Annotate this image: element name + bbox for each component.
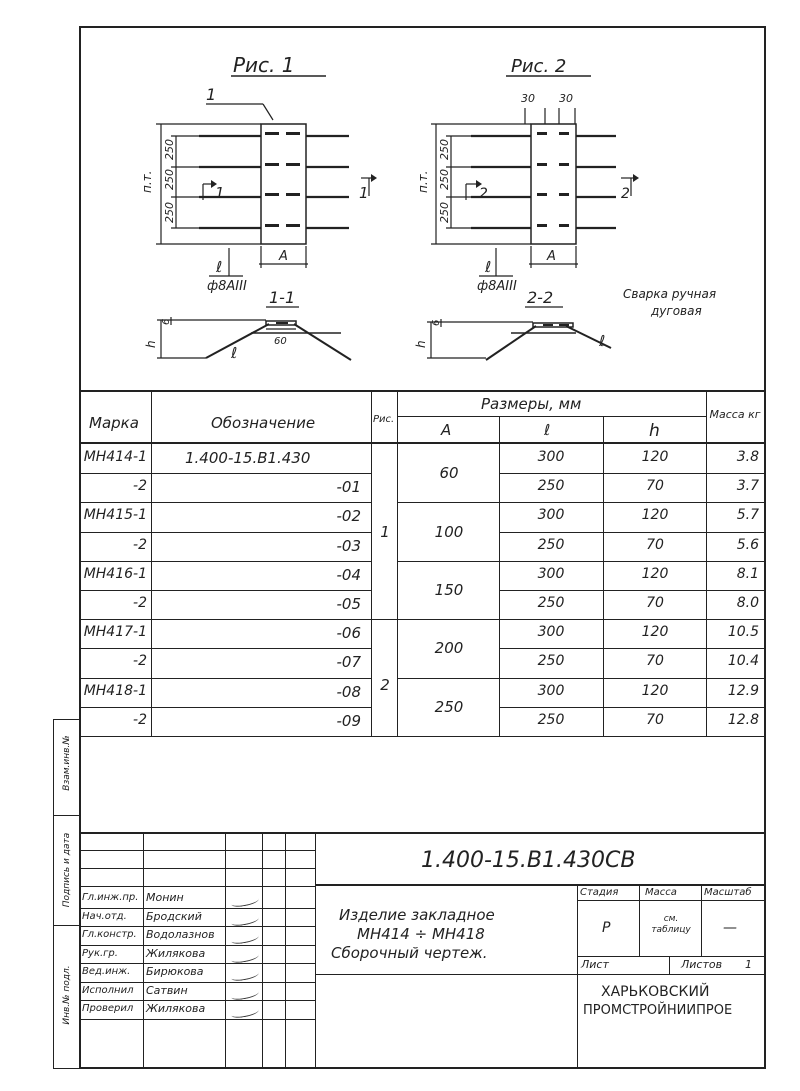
signature-name: Монин — [146, 891, 184, 904]
table-row-rule — [81, 619, 151, 620]
table-row-rule — [81, 473, 151, 474]
table-row-rule — [499, 502, 764, 503]
fig1-title: Рис. 1 — [233, 53, 295, 77]
handwritten-signature — [231, 969, 260, 982]
table-row-rule — [499, 707, 764, 708]
drawing-sheet — [79, 26, 766, 1069]
fig2-dim-left: п.т. — [416, 170, 430, 193]
table-row-rule — [81, 736, 151, 737]
row-h: 120 — [641, 624, 669, 641]
row-a-value: 250 — [434, 697, 464, 716]
row-l: 300 — [537, 624, 565, 641]
section1-title: 1-1 — [269, 288, 296, 307]
fig1-dim-spacing-1: 250 — [163, 139, 176, 160]
table-row-rule — [152, 561, 371, 562]
product-line-1: Изделие закладное — [339, 906, 495, 924]
row-h: 120 — [641, 565, 669, 582]
row-mass: 8.1 — [736, 565, 759, 582]
handwritten-signature — [231, 932, 260, 945]
fig2-bar-label: ℓ — [485, 258, 492, 276]
table-row-rule — [81, 648, 151, 649]
a-group-rule — [397, 619, 499, 620]
scale-header: Масштаб — [704, 887, 752, 898]
table-row-rule — [152, 707, 371, 708]
row-h: 70 — [646, 478, 664, 495]
row-h: 120 — [641, 682, 669, 699]
row-l: 250 — [537, 711, 565, 728]
fig2-section-mark-left: 2 — [479, 186, 488, 202]
row-a-value: 150 — [434, 581, 464, 599]
row-mass: 12.8 — [727, 711, 759, 728]
doc-code: 1.400-15.В1.430СВ — [421, 848, 636, 873]
section2-dim-h: h — [414, 340, 428, 348]
header-mass: Масса кг — [709, 408, 761, 421]
row-mass: 3.7 — [736, 478, 759, 495]
product-line-2: МН414 ÷ МН418 — [357, 925, 485, 943]
table-row-rule — [152, 502, 371, 503]
row-designation: -04 — [336, 565, 361, 584]
table-row-rule — [81, 502, 151, 503]
table-row-rule — [152, 619, 371, 620]
fig2-bar-spec: ф8АIII — [477, 279, 517, 294]
row-designation: -03 — [336, 536, 361, 555]
mass-value: см. таблицу — [651, 914, 691, 935]
header-designation: Обозначение — [211, 414, 316, 432]
fig2-plate-label: А — [547, 249, 556, 264]
table-row-rule — [152, 678, 371, 679]
fig1-section-mark-left: 1 — [215, 184, 225, 202]
row-designation: -07 — [336, 653, 361, 672]
row-a-value: 200 — [434, 639, 464, 658]
fig1-bar-spec: ф8АIII — [207, 279, 247, 294]
table-row-rule — [499, 532, 764, 533]
row-mass: 10.5 — [727, 624, 759, 641]
table-row-rule — [152, 473, 371, 474]
scale-value: — — [723, 920, 737, 936]
handwritten-signature — [231, 914, 260, 927]
table-row-rule — [499, 473, 764, 474]
product-line-3: Сборочный чертеж. — [331, 944, 488, 962]
section2-bar-label: ℓ — [599, 332, 606, 350]
margin-label-original-inv: Инв.№ подл. — [62, 965, 72, 1025]
sheets-value: 1 — [745, 958, 752, 971]
signature-rule — [81, 982, 315, 983]
sheet-label: Лист — [581, 958, 609, 971]
fig2-dim-spacing-3: 250 — [438, 202, 451, 223]
row-h: 70 — [646, 595, 664, 611]
spec-table — [81, 390, 764, 736]
row-mark: МН417-1 — [83, 624, 147, 641]
handwritten-signature — [231, 951, 260, 964]
weld-note-line-2: дуговая — [651, 304, 702, 318]
row-h: 70 — [646, 536, 664, 553]
row-designation: -05 — [336, 595, 361, 613]
table-row-rule — [499, 678, 764, 679]
signature-rule — [81, 1000, 315, 1001]
table-row-rule — [499, 590, 764, 591]
a-group-rule — [397, 561, 499, 562]
row-l: 250 — [537, 653, 565, 670]
table-row-rule — [499, 619, 764, 620]
assembly-drawing — [81, 28, 764, 388]
fig2-title: Рис. 2 — [511, 56, 567, 77]
fig1-plate-label: А — [279, 249, 288, 264]
header-fig: Рис. — [373, 414, 395, 425]
section2-dim-b: 6 — [431, 319, 442, 326]
header-l: ℓ — [544, 421, 551, 439]
row-l: 250 — [537, 536, 565, 553]
row-l: 250 — [537, 478, 565, 495]
title-block — [81, 832, 764, 1069]
fig2-top-dim-2: 30 — [559, 92, 573, 105]
row-a-value: 100 — [434, 522, 464, 541]
signature-role: Исполнил — [82, 984, 134, 996]
row-a-value: 60 — [439, 464, 459, 483]
fig2-dim-spacing-1: 250 — [438, 139, 451, 160]
mass-header: Масса — [645, 887, 677, 898]
fig1-dim-spacing-2: 250 — [163, 169, 176, 190]
row-l: 300 — [537, 449, 565, 465]
row-h: 70 — [646, 711, 664, 728]
row-mass: 8.0 — [736, 595, 759, 611]
table-row-rule — [81, 590, 151, 591]
row-designation: -06 — [336, 624, 361, 643]
section2-title: 2-2 — [527, 288, 554, 307]
row-mark: -2 — [133, 711, 147, 728]
table-body — [81, 444, 764, 736]
a-group-rule — [397, 736, 499, 737]
fig1-bar-label: ℓ — [216, 258, 223, 276]
row-designation: 1.400-15.В1.430 — [185, 449, 311, 467]
row-l: 300 — [537, 682, 565, 699]
row-designation: -01 — [336, 478, 361, 497]
handwritten-signature — [231, 895, 260, 908]
table-row-rule — [499, 561, 764, 562]
org-line-1: ХАРЬКОВСКИЙ — [601, 984, 710, 1000]
row-h: 120 — [641, 449, 669, 465]
signature-list — [81, 891, 315, 1021]
section1-plate-width: 60 — [274, 336, 287, 347]
row-mass: 5.7 — [736, 507, 759, 524]
fig1-dim-left: п.т. — [140, 170, 154, 193]
stage-value: Р — [602, 920, 611, 936]
row-h: 70 — [646, 653, 664, 670]
header-dims: Размеры, мм — [481, 395, 582, 413]
org-line-2: ПРОМСТРОЙНИИПРОЕ — [583, 1003, 733, 1018]
table-row-rule — [81, 561, 151, 562]
handwritten-signature — [231, 988, 260, 1001]
section1-dim-h: h — [144, 340, 158, 348]
fig1-callout: 1 — [206, 85, 217, 104]
row-designation: -09 — [336, 711, 361, 730]
signature-role: Вед.инж. — [82, 966, 131, 977]
signature-role: Нач.отд. — [82, 910, 127, 922]
row-mark: -2 — [133, 595, 147, 611]
fig2-section-mark-right: 2 — [621, 186, 630, 202]
section1-bar-label: ℓ — [231, 344, 238, 362]
fig1-section-mark-right: 1 — [359, 184, 369, 202]
row-mass: 5.6 — [736, 536, 759, 553]
stage-header: Стадия — [580, 887, 619, 898]
signature-rule — [81, 926, 315, 927]
table-row-rule — [499, 736, 764, 737]
signature-role: Гл.констр. — [82, 929, 137, 940]
row-mark: МН418-1 — [83, 682, 147, 699]
row-mass: 10.4 — [727, 653, 759, 670]
table-row-rule — [81, 532, 151, 533]
table-row-rule — [152, 532, 371, 533]
side-margin — [53, 719, 79, 1069]
a-group-rule — [397, 678, 499, 679]
row-designation: -08 — [336, 682, 361, 701]
fig-group-rule — [371, 619, 397, 620]
row-mark: МН415-1 — [83, 507, 147, 524]
row-fig-value: 1 — [380, 522, 390, 541]
table-row-rule — [499, 648, 764, 649]
row-l: 250 — [537, 595, 565, 611]
row-l: 300 — [537, 565, 565, 582]
header-h: h — [649, 421, 660, 441]
margin-label-replaced-inv: Взам.инв.№ — [62, 735, 72, 791]
signature-name: Жилякова — [146, 1002, 206, 1015]
header-mark: Марка — [89, 414, 139, 432]
header-a: А — [441, 421, 452, 439]
signature-name: Бродский — [146, 909, 202, 923]
signature-name: Водолазнов — [146, 928, 215, 941]
table-row-rule — [81, 707, 151, 708]
margin-label-signature-date: Подпись и дата — [62, 832, 72, 908]
table-row-rule — [81, 678, 151, 679]
table-row-rule — [152, 648, 371, 649]
signature-rule — [81, 1019, 315, 1020]
handwritten-signature — [231, 1006, 260, 1019]
row-h: 120 — [641, 507, 669, 524]
a-group-rule — [397, 502, 499, 503]
sheets-label: Листов — [681, 958, 723, 971]
row-l: 300 — [537, 507, 565, 524]
row-mark: -2 — [133, 536, 147, 553]
signature-name: Сатвин — [146, 983, 188, 997]
row-mark: -2 — [133, 478, 147, 495]
row-mass: 3.8 — [736, 449, 759, 465]
signature-role: Рук.гр. — [82, 947, 118, 959]
signature-name: Жилякова — [146, 946, 206, 960]
table-row-rule — [152, 736, 371, 737]
signature-rule — [81, 963, 315, 964]
signature-role: Гл.инж.пр. — [82, 892, 139, 903]
signature-rule — [81, 945, 315, 946]
fig2-dim-spacing-2: 250 — [438, 169, 451, 190]
row-designation: -02 — [336, 507, 361, 526]
table-row-rule — [152, 590, 371, 591]
row-mark: МН416-1 — [83, 565, 147, 582]
section1-dim-b: 6 — [161, 318, 172, 325]
weld-note-line-1: Сварка ручная — [623, 287, 717, 301]
row-mass: 12.9 — [727, 682, 759, 699]
fig1-dim-spacing-3: 250 — [163, 202, 176, 223]
signature-role: Проверил — [82, 1003, 134, 1014]
signature-name: Бирюкова — [146, 965, 204, 978]
row-mark: -2 — [133, 653, 147, 670]
fig2-top-dim-1: 30 — [521, 92, 535, 105]
row-fig-value: 2 — [380, 675, 390, 694]
row-mark: МН414-1 — [83, 449, 147, 465]
signature-rule — [81, 908, 315, 909]
